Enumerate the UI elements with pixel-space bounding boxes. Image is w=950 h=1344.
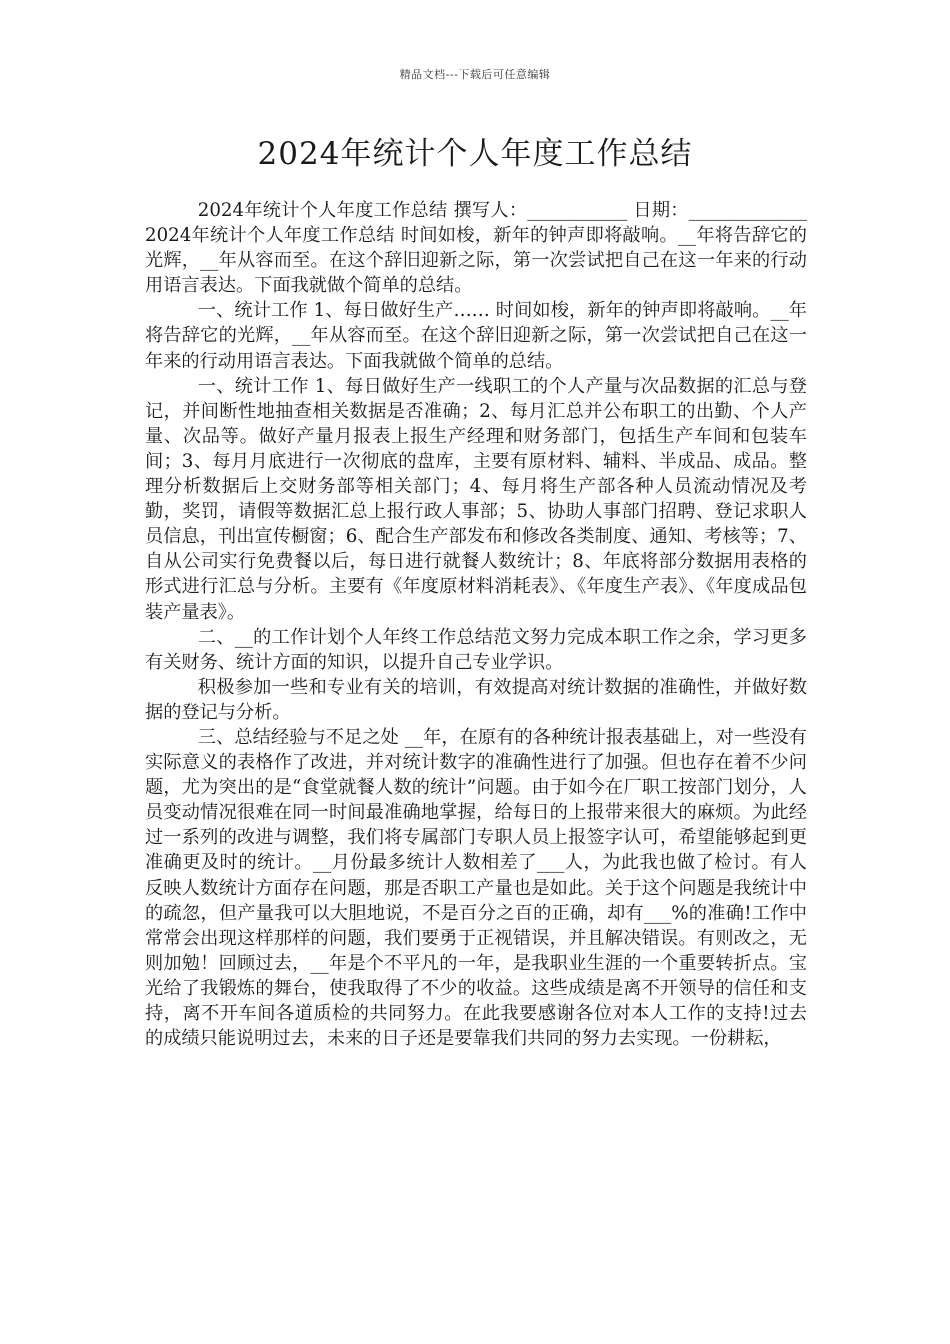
- paragraph-2: 一、统计工作 1、每日做好生产…… 时间如梭，新年的钟声即将敲响。__年将告辞它的光辉，__年从容而至。在这个辞旧迎新之际，第一次尝试把自己在这一年来的行动用语言表达。下面我就做个简单的总结。: [145, 300, 807, 372]
- paragraph-5: 积极参加一些和专业有关的培训，有效提高对统计数据的准确性，并做好数据的登记与分析。: [145, 676, 807, 723]
- paragraph-4: 二、__的工作计划个人年终工作总结范文努力完成本职工作之余，学习更多有关财务、统计方面的知识，以提升自己专业学识。: [145, 626, 807, 673]
- document-body: [145, 198, 807, 1051]
- document-title: 2024年统计个人年度工作总结: [257, 136, 693, 172]
- paragraph-6: 三、总结经验与不足之处 __年，在原有的各种统计报表基础上，对一些没有实际意义的表格作了改进，并对统计数字的准确性进行了加强。但也存在着不少问题，尤为突出的是“食堂就餐人数的统计”问题。由于如今在厂职工按部门划分，人员变动情况很难在同一时间最准确地掌握，给每日的上报带来很大的麻烦。为此经过一系列的改进与调整，我们将专属部门专职人员上报签字认可，希望能够起到更准确更及时的统计。__月份最多统计人数相差了___人，为此我也做了检讨。有人反映人数统计方面存在问题，那是否职工产量也是如此。关于这个问题是我统计中的疏忽，但产量我可以大胆地说，不是百分之百的正确，却有___%的准确!工作中常常会出现这样那样的问题，我们要勇于正视错误，并且解决错误。有则改之，无则加勉！回顾过去，__年是个不平凡的一年，是我职业生涯的一个重要转折点。宝光给了我锻炼的舞台，使我取得了不少的收益。这些成绩是离不开领导的信任和支持，离不开车间各道质检的共同努力。在此我要感谢各位对本人工作的支持!过去的成绩只能说明过去，未来的日子还是要靠我们共同的努力去实现。一份耕耘，: [145, 726, 807, 1050]
- paragraph-1: 2024年统计个人年度工作总结 撰写人：___________ 日期：_____________ 2024年统计个人年度工作总结 时间如梭，新年的钟声即将敲响。__年将告辞它的光辉，__年从容而至。在这个辞旧迎新之际，第一次尝试把自己在这一年来的行动用语言表达。下面我就做个简单的总结。: [145, 200, 807, 297]
- header-note: 精品文档---下载后可任意编辑: [399, 68, 551, 81]
- paragraph-3: 一、统计工作 1、每日做好生产一线职工的个人产量与次品数据的汇总与登记，并间断性地抽查相关数据是否准确；2、每月汇总并公布职工的出勤、个人产量、次品等。做好产量月报表上报生产经理和财务部门，包括生产车间和包装车间；3、每月月底进行一次彻底的盘库，主要有原材料、辅料、半成品、成品。整理分析数据后上交财务部等相关部门；4、每月将生产部各种人员流动情况及考勤，奖罚，请假等数据汇总上报行政人事部；5、协助人事部门招聘、登记求职人员信息，刊出宣传橱窗；6、配合生产部发布和修改各类制度、通知、考核等；7、自从公司实行免费餐以后，每日进行就餐人数统计；8、年底将部分数据用表格的形式进行汇总与分析。主要有《年度原材料消耗表》、《年度生产表》、《年度成品包装产量表》。: [145, 375, 807, 623]
